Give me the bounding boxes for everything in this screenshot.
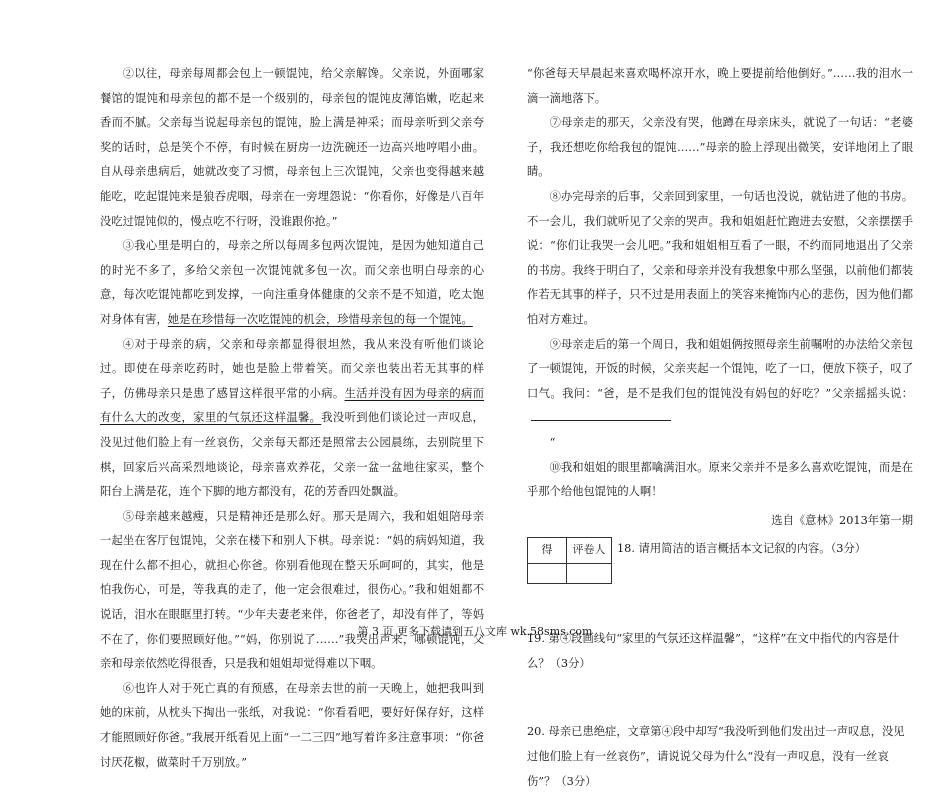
answer-blank-line[interactable] — [531, 406, 671, 421]
score-table — [527, 537, 612, 584]
paragraph-5: ⑤母亲越来越瘦，只是精神还是那么好。那天是周六，我和姐姐陪母亲一起坐在客厅包馄饨，父亲在楼下和别人下棋。母亲说：“妈的病妈知道，我现在什么都不担心，就担心你爸。你别看他现在整天乐呵呵的，其实，他是怕我伤心，可是，等我真的走了，他一定会很难过，很伤心。”我和姐姐都不说话，泪水在眼眶里打转。“少年夫妻老来伴，你爸老了，却没有伴了，等妈不在了，你们要照顾好他。”“妈，你别说了……”我哭出声来，哪顿馄饨，父亲和母亲依然吃得很香，只是我和姐姐却觉得难以下咽。 — [100, 509, 484, 671]
paragraph-continued: “你爸每天早晨起来喜欢喝杯凉开水，晚上要提前给他倒好。”……我的泪水一滴一滴地落下。 — [527, 67, 913, 105]
paragraph-4-text: ④对于母亲的病，父亲和母亲都显得很坦然，我从来没有听他们谈论过。即使在母亲吃药时，她也是脸上带着笑。而父亲也装出若无其事的样子，仿佛母亲只是患了感冒这样很平常的小病。 — [100, 337, 484, 400]
score-label: 得 — [528, 538, 567, 564]
paragraph-4 — [100, 333, 484, 505]
question-18: 18. 请用简洁的语言概括本文记叙的内容。（3分） — [617, 542, 867, 556]
source-citation: 选自《意林》2013年第一期 — [771, 513, 913, 527]
paragraph-9 — [527, 333, 913, 431]
paragraph-2: ②以往，母亲每周都会包上一顿馄饨，给父亲解馋。父亲说，外面哪家餐馆的馄饨和母亲包的都不是一个级别的，母亲包的馄饨皮薄馅嫩，吃起来香而不腻。父亲每当说起母亲包的馄饨，脸上满是神采；而母亲听到父亲夸奖的话时，总是笑个不停，有时候在厨房一边洗碗还一边高兴地哼唱小曲。自从母亲患病后，她就改变了习惯，母亲包上三次馄饨，父亲也变得越来越能吃，吃起馄饨来是狼吞虎咽，母亲在一旁埋怨说：“你看你，好像是八百年没吃过馄饨似的，慢点吃不行呀，没谁跟你抢。” — [100, 67, 484, 228]
paragraph-9-text: ⑨母亲走后的第一个周日，我和姐姐俩按照母亲生前嘱咐的办法给父亲包了一顿馄饨，开饭的时候，父亲夹起一个馄饨，吃了一口，便放下筷子，叹了口气。我问：“爸，是不是我们包的馄饨没有妈包的好吃？”父亲摇摇头说： — [527, 337, 913, 400]
question-19: 19. 第④段画线句“家里的气氛还这样温馨”，“这样”在文中指代的内容是什么？（3分） — [527, 632, 900, 670]
right-column — [527, 62, 913, 794]
question-20: 20. 母亲已患绝症，文章第④段中却写“我没听到他们发出过一声叹息，没见过他们脸上有一丝哀伤”，请说说父母为什么“没有一声叹息，没有一丝哀伤”？（3分） — [527, 725, 905, 788]
score-cell[interactable] — [528, 563, 567, 583]
grader-label: 评卷人 — [567, 538, 612, 564]
answer-space-18 — [527, 581, 913, 627]
paragraph-9-close: “ — [549, 435, 556, 449]
paragraph-6: ⑥也许人对于死亡真的有预感，在母亲去世的前一天晚上，她把我叫到她的床前，从枕头下掏出一张纸，对我说：“你看看吧，要好好保存好，这样才能照顾好你爸。”我展开纸看见上面“一二三四”地写着许多注意事项：“你爸讨厌花椒，做菜时千万别放。” — [100, 681, 484, 769]
page-footer: 第 3 页 更多下载请到五八文库 wk.58sms.com — [357, 625, 593, 638]
paragraph-3-text: ③我心里是明白的，母亲之所以每周多包两次馄饨，是因为她知道自己的时光不多了，多给父亲包一次馄饨就多包一次。而父亲也明白母亲的心意，每次吃馄饨都吃到发撑，一向注重身体健康的父亲不是不知道，吃太饱对身体有害， — [100, 239, 484, 326]
question-18-row — [527, 537, 913, 581]
grader-cell[interactable] — [567, 563, 612, 583]
paragraph-4-underlined-sentence: 生活并没有因为母亲的病而有什么大的改变，家里的气氛还这样温馨。 — [100, 386, 484, 425]
paragraph-7: ⑦母亲走的那天，父亲没有哭，他蹲在母亲床头，就说了一句话：“老婆子，我还想吃你给我包的馄饨……”母亲的脸上浮现出微笑，安详地闭上了眼睛。 — [527, 116, 913, 179]
paragraph-10: ⑩我和姐姐的眼里都噙满泪水。原来父亲并不是多么喜欢吃馄饨，而是在乎那个给他包馄饨的人啊！ — [527, 460, 913, 499]
left-column — [100, 62, 484, 775]
paragraph-3-underlined: 她是在珍惜每一次吃馄饨的机会，珍惜母亲包的每一个馄饨。 — [167, 312, 473, 326]
answer-space-19 — [527, 676, 913, 720]
paragraph-8: ⑧办完母亲的后事，父亲回到家里，一句话也没说，就钻进了他的书房。不一会儿，我们就听见了父亲的哭声。我和姐姐赶忙跑进去安慰，父亲摆摆手说：“你们让我哭一会儿吧。”我和姐姐相互看了一眼，不约而同地退出了父亲的书房。我终于明白了，父亲和母亲并没有我想象中那么坚强，以前他们都装作若无其事的样子，只不过是用表面上的笑容来掩饰内心的悲伤，因为他们都怕对方难过。 — [527, 189, 913, 326]
paragraph-3 — [100, 234, 484, 332]
paragraph-4-rest: 我没听到他们谈论过一声叹息，没见过他们脸上有一丝哀伤，父亲每天都还是照常去公园晨练，去别院里下棋，回家后兴高采烈地谈论，母亲喜欢养花，父亲一盆一盆地往家买，整个阳台上满是花，连个下脚的地方都没有，花的芳香四处飘溢。 — [100, 411, 484, 499]
